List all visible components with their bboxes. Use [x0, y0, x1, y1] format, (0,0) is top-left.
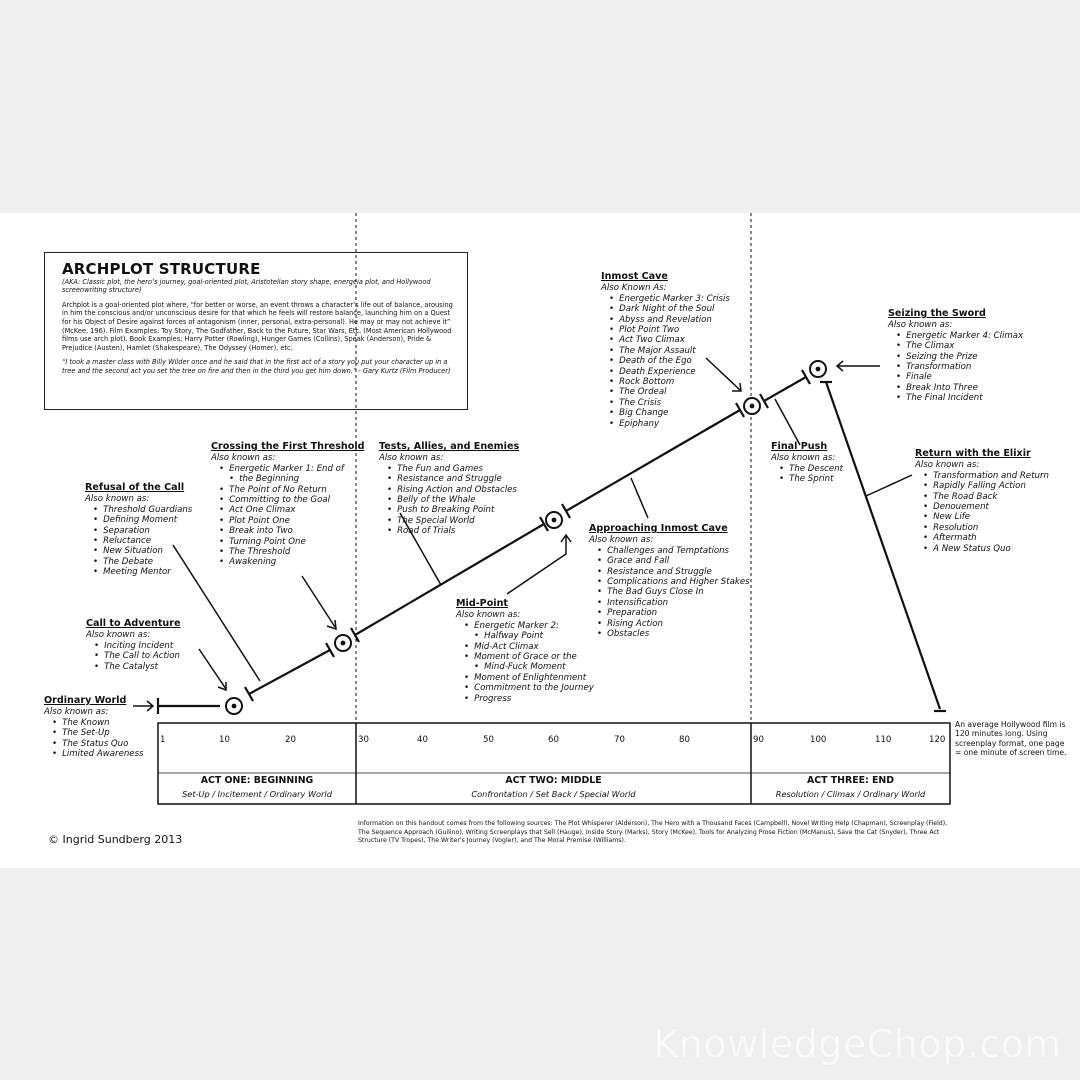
- tick-label: 1: [160, 735, 166, 745]
- stage-aka: Also known as:: [86, 630, 151, 641]
- stage-item: • Resistance and Struggle: [387, 474, 519, 484]
- stage-item: • Aftermath: [923, 533, 1049, 543]
- stage-item: • Energetic Marker 1: End of: [219, 464, 364, 474]
- act-two-subtitle: Confrontation / Set Back / Special World: [471, 789, 636, 799]
- stage-item: • Halfway Point: [464, 631, 594, 641]
- tick-label: 40: [417, 735, 428, 745]
- act-two-title: ACT TWO: MIDDLE: [505, 775, 602, 786]
- stage-item: • The Ordeal: [609, 387, 730, 397]
- stage-item: • Complications and Higher Stakes: [597, 577, 750, 587]
- stage-item: • Energetic Marker 2:: [464, 621, 594, 631]
- stage-item: • Turning Point One: [219, 537, 364, 547]
- stage-items: [379, 464, 519, 537]
- stage-item: • Energetic Marker 4: Climax: [896, 331, 1023, 341]
- stage-item: • Mind-Fuck Moment: [464, 662, 594, 672]
- act-three-subtitle: Resolution / Climax / Ordinary World: [775, 789, 926, 799]
- stage-aka: Also known as:: [771, 453, 836, 464]
- tick-label: 100: [810, 735, 827, 745]
- stage-item: • Denouement: [923, 502, 1049, 512]
- stage-item: • The Final Incident: [896, 393, 1023, 403]
- stage-item: • Meeting Mentor: [93, 567, 192, 577]
- stage-return-with-the-elixir: [915, 449, 1049, 554]
- stage-items: [85, 505, 192, 578]
- stage-item: • Road of Trials: [387, 526, 519, 536]
- stage-item: • Intensification: [597, 598, 750, 608]
- stage-item: • Resolution: [923, 523, 1049, 533]
- page-title: ARCHPLOT STRUCTURE: [62, 260, 261, 278]
- stage-item: • Progress: [464, 694, 594, 704]
- stage-item: • Push to Breaking Point: [387, 505, 519, 515]
- stage-item: • Threshold Guardians: [93, 505, 192, 515]
- stage-aka: Also known as:: [589, 535, 654, 546]
- stage-title: Refusal of the Call: [85, 482, 185, 493]
- tick-label: 60: [548, 735, 559, 745]
- stage-title: Final Push: [771, 441, 828, 452]
- stage-call-to-adventure: [86, 619, 181, 672]
- stage-item: • New Situation: [93, 546, 192, 556]
- stage-item: • Defining Moment: [93, 515, 192, 525]
- stage-mid-point: [456, 599, 594, 704]
- archplot-info-box: [44, 252, 468, 410]
- stage-items: [86, 641, 181, 672]
- stage-item: • Obstacles: [597, 629, 750, 639]
- stage-item: • The Descent: [779, 464, 843, 474]
- stage-item: • The Major Assault: [609, 346, 730, 356]
- stage-item: • The Road Back: [923, 492, 1049, 502]
- stage-title: Call to Adventure: [86, 618, 181, 629]
- stage-item: • Awakening: [219, 557, 364, 567]
- stage-items: [211, 464, 364, 568]
- tick-label: 90: [753, 735, 764, 745]
- stage-aka: Also Known As:: [601, 283, 667, 294]
- stage-item: • Inciting Incident: [94, 641, 181, 651]
- stage-title: Mid-Point: [456, 598, 509, 609]
- stage-item: • The Call to Action: [94, 651, 181, 661]
- stage-item: • The Sprint: [779, 474, 843, 484]
- stage-item: • Finale: [896, 372, 1023, 382]
- stage-items: [888, 331, 1023, 404]
- tick-label: 10: [219, 735, 230, 745]
- act-one-title: ACT ONE: BEGINNING: [200, 775, 314, 786]
- stage-item: • Moment of Grace or the: [464, 652, 594, 662]
- stage-title: Approaching Inmost Cave: [589, 523, 728, 534]
- archplot-aka: (AKA: Classic plot, the hero’s journey, goal-oriented plot, Aristotelian story shape, energeia plot, and Hollywood screenwriting structure): [62, 277, 431, 295]
- copyright: © Ingrid Sundberg 2013: [48, 833, 183, 846]
- stage-item: • The Special World: [387, 516, 519, 526]
- stage-item: • Moment of Enlightenment: [464, 673, 594, 683]
- stage-items: [589, 546, 750, 640]
- stage-inmost-cave: [601, 272, 730, 429]
- stage-item: • Rock Bottom: [609, 377, 730, 387]
- stage-ordinary-world: [44, 696, 144, 759]
- stage-item: • Grace and Fall: [597, 556, 750, 566]
- stage-items: [915, 471, 1049, 554]
- watermark: KnowledgeChop.com: [653, 1022, 1062, 1066]
- stage-item: • The Status Quo: [52, 739, 144, 749]
- diagram-panel: [0, 213, 1080, 868]
- stage-tests-allies-enemies: [379, 442, 519, 537]
- stage-item: • Seizing the Prize: [896, 352, 1023, 362]
- archplot-description: Archplot is a goal-oriented plot where, “for better or worse, an event throws a character’s life out of balance, arousing in him the conscious and/or unconscious desire for that which he feels will restore balance, launching him on a Quest for his Object of Desire against forces of antagonism (inner, personal, extra-personal). He may or may not achieve it” (McKee, 196). Film Examples: Toy Story, The Godfather, Back to the Future, Star Wars, Etc. (Most American Hollywood films use arch plot). Book Examples: Harry Potter (Rowling), Hunger Games (Collins), Speak (Anderson), Pride & Prejudice (Austen), Hamlet (Shakespeare), The Odyssey (Homer), etc.: [62, 300, 453, 352]
- stage-refusal-of-the-call: [85, 483, 192, 578]
- stage-item: • Break Into Three: [896, 383, 1023, 393]
- stage-item: • The Climax: [896, 341, 1023, 351]
- stage-item: • Plot Point One: [219, 516, 364, 526]
- stage-aka: Also known as:: [456, 610, 521, 621]
- stage-title: Tests, Allies, and Enemies: [379, 441, 520, 452]
- stage-item: • Rising Action: [597, 619, 750, 629]
- stage-item: • the Beginning: [219, 474, 364, 484]
- stage-title: Crossing the First Threshold: [211, 441, 365, 452]
- stage-item: • Limited Awareness: [52, 749, 144, 759]
- stage-item: • A New Status Quo: [923, 544, 1049, 554]
- stage-item: • The Fun and Games: [387, 464, 519, 474]
- stage-items: [44, 718, 144, 760]
- stage-item: • New Life: [923, 512, 1049, 522]
- stage-item: • The Debate: [93, 557, 192, 567]
- act-three-title: ACT THREE: END: [806, 775, 895, 786]
- tick-label: 70: [614, 735, 625, 745]
- stage-item: • Separation: [93, 526, 192, 536]
- stage-item: • Death Experience: [609, 367, 730, 377]
- stage-items: [456, 621, 594, 704]
- act-one-subtitle: Set-Up / Incitement / Ordinary World: [182, 789, 332, 799]
- stage-item: • Plot Point Two: [609, 325, 730, 335]
- sources-note: Information on this handout comes from the following sources: The Plot Whisperer (Alderson), The Hero with a Thousand Faces (Campbell), Novel Writing Help (Chapman), Screenplay (Field), The Sequence Approach (Guilino), Writing Screenplays that Sell (Hauge), Inside Story (Marks), Story (McKee), Tools for Analyzing Prose Fiction (McManus), Save the Cat (Snyder), Three Act Structure (TV Tropes), The Writer's Journey (Vogler), and The Moral Premise (Williams).: [358, 820, 948, 845]
- stage-item: • Rising Action and Obstacles: [387, 485, 519, 495]
- stage-item: • The Catalyst: [94, 662, 181, 672]
- stage-item: • Act One Climax: [219, 505, 364, 515]
- stage-item: • Act Two Climax: [609, 335, 730, 345]
- stage-item: • Reluctance: [93, 536, 192, 546]
- stage-item: • The Bad Guys Close In: [597, 587, 750, 597]
- film-length-note: An average Hollywood film is 120 minutes long. Using screenplay format, one page = one minute of screen time.: [955, 720, 1067, 758]
- stage-item: • Commitment to the Journey: [464, 683, 594, 693]
- stage-item: • Belly of the Whale: [387, 495, 519, 505]
- tick-label: 20: [285, 735, 296, 745]
- stage-item: • Energetic Marker 3: Crisis: [609, 294, 730, 304]
- stage-approaching-inmost-cave: [589, 524, 750, 639]
- stage-item: • Abyss and Revelation: [609, 315, 730, 325]
- stage-aka: Also known as:: [85, 494, 150, 505]
- stage-item: • Resistance and Struggle: [597, 567, 750, 577]
- stage-title: Inmost Cave: [601, 271, 668, 282]
- stage-title: Return with the Elixir: [915, 448, 1031, 459]
- stage-item: • Dark Night of the Soul: [609, 304, 730, 314]
- tick-label: 50: [483, 735, 494, 745]
- stage-aka: Also known as:: [44, 707, 109, 718]
- stage-crossing-first-threshold: [211, 442, 364, 568]
- stage-item: • Break into Two: [219, 526, 364, 536]
- stage-item: • Challenges and Temptations: [597, 546, 750, 556]
- stage-title: Seizing the Sword: [888, 308, 986, 319]
- stage-item: • Epiphany: [609, 419, 730, 429]
- tick-label: 110: [875, 735, 892, 745]
- stage-aka: Also known as:: [915, 460, 980, 471]
- stage-aka: Also known as:: [888, 320, 953, 331]
- stage-item: • Committing to the Goal: [219, 495, 364, 505]
- stage-final-push: [771, 442, 843, 485]
- stage-item: • The Crisis: [609, 398, 730, 408]
- stage-item: • The Set-Up: [52, 728, 144, 738]
- stage-title: Ordinary World: [44, 695, 127, 706]
- tick-label: 30: [358, 735, 369, 745]
- stage-item: • The Threshold: [219, 547, 364, 557]
- stage-aka: Also known as:: [211, 453, 276, 464]
- stage-item: • Big Change: [609, 408, 730, 418]
- stage-item: • Transformation and Return: [923, 471, 1049, 481]
- stage-item: • Preparation: [597, 608, 750, 618]
- stage-item: • Transformation: [896, 362, 1023, 372]
- tick-label: 120: [929, 735, 946, 745]
- stage-item: • The Point of No Return: [219, 485, 364, 495]
- stage-aka: Also known as:: [379, 453, 444, 464]
- stage-items: [771, 464, 843, 485]
- stage-item: • Mid-Act Climax: [464, 642, 594, 652]
- stage-item: • Rapidly Falling Action: [923, 481, 1049, 491]
- tick-label: 80: [679, 735, 690, 745]
- stage-item: • The Known: [52, 718, 144, 728]
- stage-items: [601, 294, 730, 429]
- stage-seizing-the-sword: [888, 309, 1023, 404]
- archplot-quote: “I took a master class with Billy Wilder once and he said that in the first act of a story you put your character up in a tree and the second act you set the tree on fire and then in the third you get him down.” - Gary Kurtz (Film Producer): [62, 358, 451, 375]
- stage-item: • Death of the Ego: [609, 356, 730, 366]
